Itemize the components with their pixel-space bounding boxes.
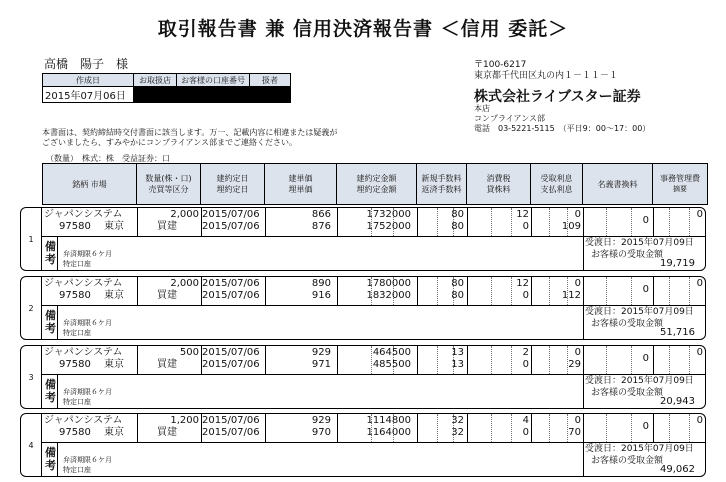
- column-header-line: 支払利息: [540, 185, 573, 194]
- units-note: （数量） 株式：株 受益証券：口: [46, 154, 170, 163]
- customer-name: 高橋 陽子 様: [44, 57, 129, 71]
- open-amount: 1114800: [366, 415, 411, 426]
- column-header-line: 数量(株・口): [145, 174, 192, 183]
- grid-line: [583, 236, 584, 270]
- open-trade-date: 2015/07/06: [202, 278, 260, 289]
- repay-commission: 80: [451, 221, 464, 232]
- open-trade-date: 2015/07/06: [202, 347, 260, 358]
- interest-received: 0: [574, 209, 581, 220]
- close-unit-price: 970: [311, 427, 331, 438]
- company-branch-block: [474, 104, 650, 134]
- consumption-tax: 4: [522, 415, 529, 426]
- column-header-line: 新規手数料: [421, 174, 462, 183]
- column-header-line: 銘柄 市場: [72, 179, 107, 189]
- transfer-fee: 0: [642, 353, 649, 364]
- redacted-block: [134, 87, 291, 103]
- security-name: ジャパンシステム: [44, 209, 123, 220]
- branch-name: 本店: [474, 104, 490, 113]
- receipt-label: お客様の受取金額: [591, 250, 664, 260]
- column-header: [337, 164, 417, 204]
- remark-line: 特定口座: [63, 398, 91, 406]
- open-unit-price: 866: [311, 209, 331, 220]
- notice-line: ございましたら、すみやかにコンプライアンス部までご連絡ください。: [42, 138, 297, 147]
- customer-info-table: [42, 73, 291, 103]
- close-amount: 1164000: [366, 427, 411, 438]
- record-number: 1: [21, 208, 42, 270]
- stock-lending-fee: 0: [522, 359, 529, 370]
- stock-lending-fee: 0: [522, 427, 529, 438]
- security-name: ジャパンシステム: [44, 415, 123, 426]
- open-unit-price: 890: [311, 278, 331, 289]
- stock-lending-fee: 0: [522, 221, 529, 232]
- open-unit-price: 929: [311, 347, 331, 358]
- column-header-line: 埋約定金額: [356, 185, 397, 194]
- grid-line: [57, 374, 58, 408]
- receipt-amount: 19,719: [660, 258, 695, 269]
- column-header: [583, 164, 653, 204]
- remark-label: 備考: [45, 446, 56, 472]
- column-header-line: 貸株料: [486, 185, 511, 194]
- header-account-number: お客様の口座番号: [177, 74, 250, 87]
- column-header-line: 事務管理費: [660, 174, 700, 183]
- receipt-date: 受渡日：2015年07月09日: [585, 307, 694, 317]
- receipt-amount: 20,943: [660, 396, 695, 407]
- close-trade-date: 2015/07/06: [202, 290, 260, 301]
- remark-label: 備考: [45, 309, 56, 335]
- column-header: [265, 164, 337, 204]
- company-address-block: [474, 60, 618, 82]
- trade-record: [20, 413, 706, 477]
- phone-number: 電話 03-5221-5115 （平日9：00～17：00）: [474, 124, 651, 133]
- table-header: [42, 163, 708, 205]
- close-unit-price: 876: [311, 221, 331, 232]
- open-trade-date: 2015/07/06: [202, 415, 260, 426]
- trade-type: 買建: [157, 427, 177, 438]
- header-created-date: 作成日: [43, 74, 134, 87]
- open-amount: 1780000: [366, 278, 411, 289]
- record-number: 4: [21, 414, 42, 476]
- close-trade-date: 2015/07/06: [202, 359, 260, 370]
- receipt-date: 受渡日：2015年07月09日: [585, 444, 694, 454]
- new-commission: 13: [451, 347, 464, 358]
- security-code-market: 97580 東京: [59, 221, 124, 232]
- close-trade-date: 2015/07/06: [202, 221, 260, 232]
- remark-line: 弁済期限６ケ月: [63, 456, 112, 464]
- repay-commission: 13: [451, 359, 464, 370]
- security-code-market: 97580 東京: [59, 427, 124, 438]
- column-header-line: 名義書換料: [597, 179, 638, 189]
- admin-fee: 0: [696, 415, 703, 426]
- remark-label: 備考: [45, 378, 56, 404]
- trade-type: 買建: [157, 359, 177, 370]
- interest-paid: 109: [561, 221, 581, 232]
- receipt-label: お客様の受取金額: [591, 388, 664, 398]
- grid-line: [57, 442, 58, 476]
- record-number: 2: [21, 277, 42, 339]
- new-commission: 80: [451, 209, 464, 220]
- quantity: 500: [179, 347, 199, 358]
- column-header-line: 摘要: [673, 185, 687, 193]
- notice-text: [42, 128, 337, 148]
- remark-line: 弁済期限６ケ月: [63, 250, 112, 258]
- column-header-line: 埋単価: [288, 185, 313, 194]
- remark-label: 備考: [45, 240, 56, 266]
- company-name: 株式会社ライブスター証券: [474, 89, 641, 105]
- report-title: 取引報告書 兼 信用決済報告書 ＜信用 委託＞: [157, 18, 569, 40]
- consumption-tax: 12: [516, 209, 529, 220]
- interest-received: 0: [574, 278, 581, 289]
- quantity: 1,200: [170, 415, 199, 426]
- close-unit-price: 971: [311, 359, 331, 370]
- record-number: 3: [21, 346, 42, 408]
- column-header-line: 建約定日: [216, 174, 249, 183]
- column-header: [531, 164, 583, 204]
- interest-received: 0: [574, 347, 581, 358]
- column-header-line: 建約定金額: [356, 174, 397, 183]
- security-code-market: 97580 東京: [59, 290, 124, 301]
- remark-line: 特定口座: [63, 466, 91, 474]
- grid-line: [583, 442, 584, 476]
- admin-fee: 0: [696, 278, 703, 289]
- receipt-amount: 49,062: [660, 464, 695, 475]
- repay-commission: 32: [451, 427, 464, 438]
- column-header: [43, 164, 137, 204]
- notice-line: 本書面は、契約締結時交付書面に該当します。万一、記載内容に相違または疑義が: [42, 128, 338, 137]
- column-header-line: 受取利息: [540, 174, 573, 183]
- postal-code: 〒100-6217: [474, 60, 527, 70]
- receipt-label: お客様の受取金額: [591, 319, 664, 329]
- interest-received: 0: [574, 415, 581, 426]
- consumption-tax: 2: [522, 347, 529, 358]
- close-trade-date: 2015/07/06: [202, 427, 260, 438]
- security-code-market: 97580 東京: [59, 359, 124, 370]
- interest-paid: 70: [568, 427, 581, 438]
- column-header-line: 消費税: [486, 174, 511, 183]
- column-header: [201, 164, 265, 204]
- column-header-line: 売買等区分: [148, 185, 189, 194]
- stock-lending-fee: 0: [522, 290, 529, 301]
- interest-paid: 29: [568, 359, 581, 370]
- receipt-date: 受渡日：2015年07月09日: [585, 238, 694, 248]
- column-header: [467, 164, 531, 204]
- admin-fee: 0: [696, 209, 703, 220]
- close-amount: 1752000: [366, 221, 411, 232]
- close-amount: 1832000: [366, 290, 411, 301]
- remark-line: 特定口座: [63, 260, 91, 268]
- column-header-line: 返済手数料: [421, 185, 462, 194]
- remark-line: 特定口座: [63, 329, 91, 337]
- column-header: [137, 164, 201, 204]
- quantity: 2,000: [170, 209, 199, 220]
- open-amount: 464500: [372, 347, 411, 358]
- grid-line: [57, 236, 58, 270]
- grid-line: [583, 374, 584, 408]
- department-name: コンプライアンス部: [474, 114, 545, 123]
- transfer-fee: 0: [642, 215, 649, 226]
- header-agent: 扱者: [250, 74, 291, 87]
- close-unit-price: 916: [311, 290, 331, 301]
- new-commission: 32: [451, 415, 464, 426]
- new-commission: 80: [451, 278, 464, 289]
- remark-line: 弁済期限６ケ月: [63, 388, 112, 396]
- trade-record: [20, 276, 706, 340]
- trade-record: [20, 207, 706, 271]
- column-header: [417, 164, 467, 204]
- transfer-fee: 0: [642, 284, 649, 295]
- grid-line: [583, 305, 584, 339]
- admin-fee: 0: [696, 347, 703, 358]
- close-amount: 485500: [372, 359, 411, 370]
- repay-commission: 80: [451, 290, 464, 301]
- receipt-date: 受渡日：2015年07月09日: [585, 376, 694, 386]
- interest-paid: 112: [561, 290, 581, 301]
- transfer-fee: 0: [642, 421, 649, 432]
- header-branch: お取扱店: [134, 74, 177, 87]
- consumption-tax: 12: [516, 278, 529, 289]
- open-unit-price: 929: [311, 415, 331, 426]
- remark-line: 弁済期限６ケ月: [63, 319, 112, 327]
- trade-record: [20, 345, 706, 409]
- open-trade-date: 2015/07/06: [202, 209, 260, 220]
- grid-line: [57, 305, 58, 339]
- security-name: ジャパンシステム: [44, 278, 123, 289]
- trade-type: 買建: [157, 290, 177, 301]
- column-header-line: 埋約定日: [216, 185, 249, 194]
- created-date: 2015年07月06日: [43, 87, 134, 103]
- company-address: 東京都千代田区丸の内１－１１－１: [474, 71, 619, 81]
- security-name: ジャパンシステム: [44, 347, 123, 358]
- quantity: 2,000: [170, 278, 199, 289]
- receipt-amount: 51,716: [660, 327, 695, 338]
- receipt-label: お客様の受取金額: [591, 456, 664, 466]
- trade-type: 買建: [157, 221, 177, 232]
- column-header: [653, 164, 707, 204]
- open-amount: 1732000: [366, 209, 411, 220]
- column-header-line: 建単価: [288, 174, 313, 183]
